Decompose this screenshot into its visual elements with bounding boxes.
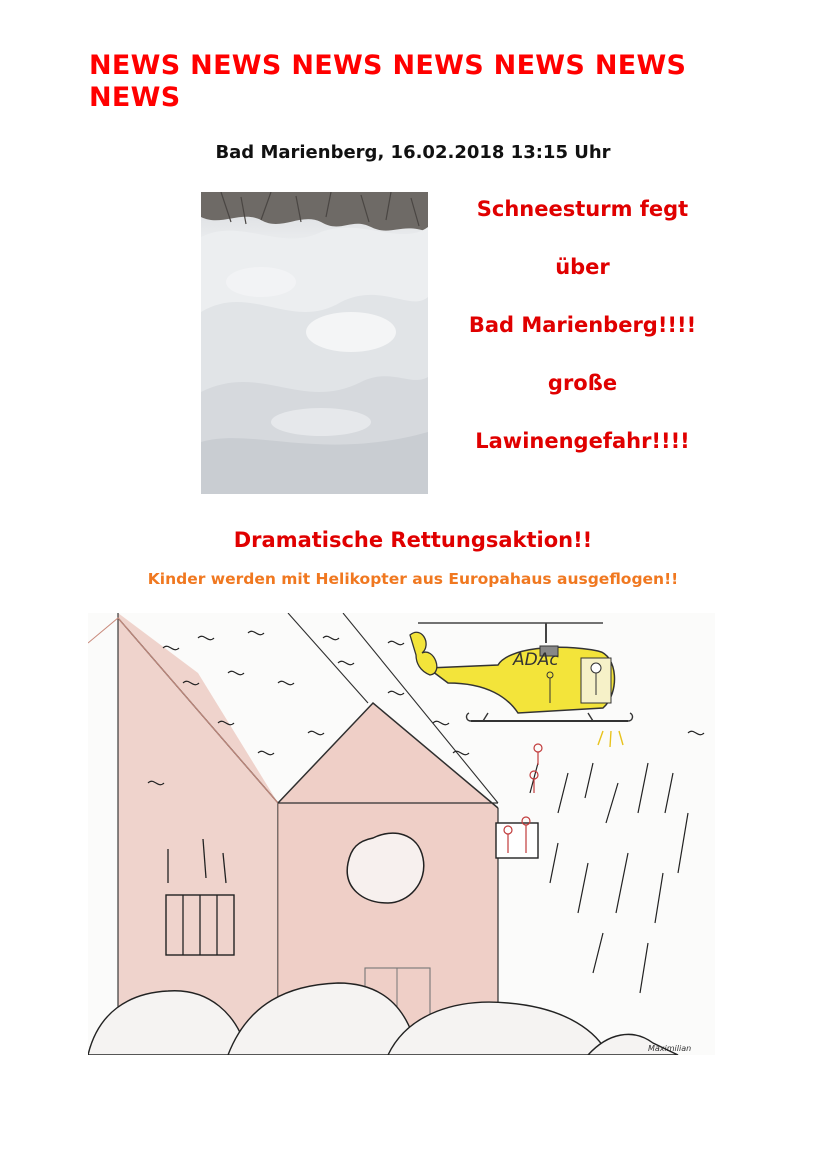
side-line: Lawinengefahr!!!! — [475, 429, 690, 453]
artist-signature: Maximilian — [648, 1044, 692, 1053]
rescue-window — [496, 823, 538, 858]
dateline: Bad Marienberg, 16.02.2018 13:15 Uhr — [215, 142, 611, 163]
side-line: Schneesturm fegt — [476, 197, 689, 221]
subheadline: Dramatische Rettungsaktion!! — [233, 528, 593, 552]
snow-photo — [201, 192, 428, 494]
headline: NEWS NEWS NEWS NEWS NEWS NEWS NEWS — [89, 50, 687, 113]
side-line: große — [547, 371, 618, 395]
helicopter-label: ADAc — [513, 650, 559, 670]
helicopter-drawing — [410, 623, 632, 747]
headline-stack — [460, 192, 705, 482]
side-line: über — [555, 255, 610, 279]
attic-window — [347, 833, 424, 903]
left-house — [118, 613, 278, 1033]
subline: Kinder werden mit Helikopter aus Europahaus ausgeflogen!! — [147, 570, 679, 588]
side-line: Bad Marienberg!!!! — [468, 313, 697, 337]
child-drawing — [88, 613, 715, 1055]
